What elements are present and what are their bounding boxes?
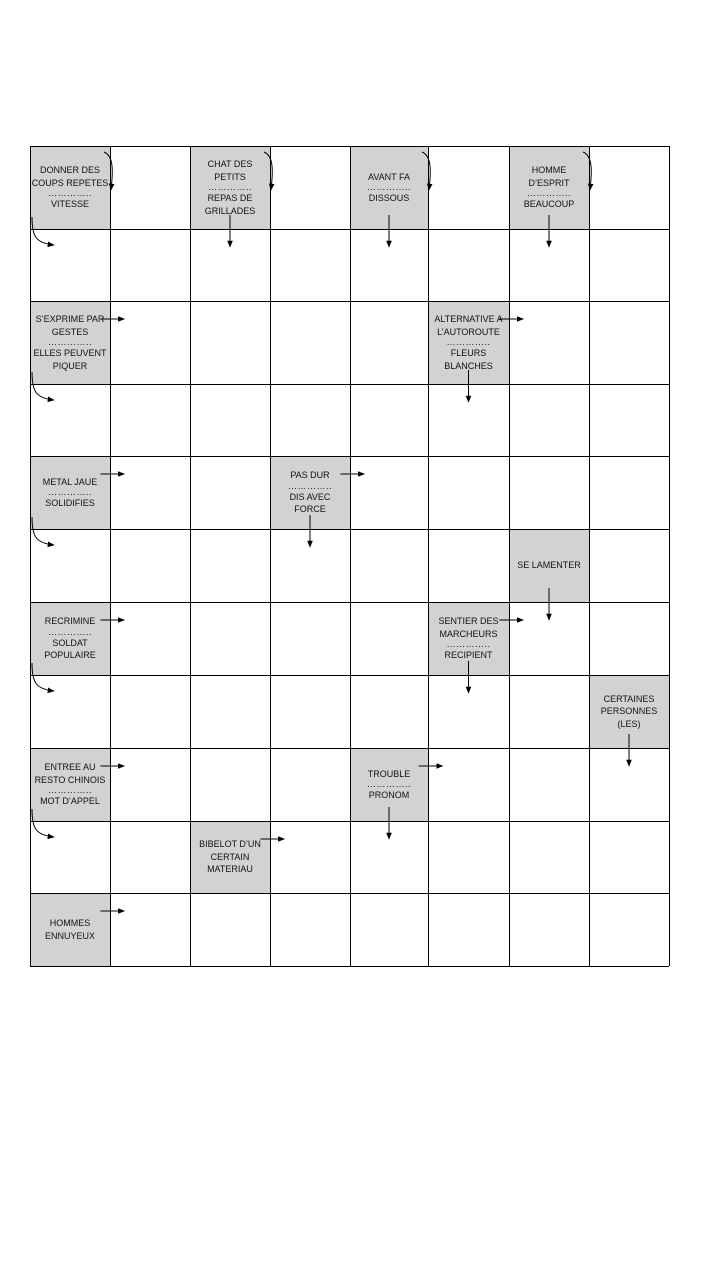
clue-line: REPAS DE	[207, 193, 253, 203]
clue-line: ENTREE AU	[44, 762, 96, 773]
clue-line: PAS DUR	[290, 470, 330, 481]
clue-line: CERTAIN	[210, 851, 250, 862]
arrow-hook-down-icon	[264, 152, 272, 190]
clue-line: RECRIMINE	[44, 616, 96, 627]
clue-separator: …………..	[47, 337, 92, 347]
clue-separator: …………..	[47, 785, 92, 796]
clue-line: AVANT FA	[367, 171, 410, 182]
clue-line: BLANCHES	[444, 360, 493, 371]
clue-line: PIQUER	[52, 360, 88, 371]
clue-line: CERTAINES	[603, 693, 655, 704]
clue-line: COUPS REPETES	[31, 177, 109, 188]
clue-separator: …………..	[47, 487, 92, 497]
clue-line: BEAUCOUP	[523, 199, 575, 210]
clue-line: ENNUYEUX	[44, 930, 95, 941]
clue-line: FORCE	[294, 504, 326, 515]
clue-line: POPULAIRE	[44, 650, 96, 661]
arrow-hook-right-icon	[32, 663, 54, 691]
clue-line: ELLES PEUVENT	[33, 348, 107, 358]
clue-line: HOMMES	[49, 918, 91, 928]
arrow-hook-right-icon	[32, 517, 54, 545]
clue-line: DIS AVEC	[289, 491, 331, 502]
clue-separator: …………..	[287, 480, 332, 491]
clue-separator: …………..	[207, 182, 252, 192]
clue-line: MATERIAU	[207, 864, 253, 875]
clue-separator: …………..	[366, 182, 411, 192]
clue-line: SOLDAT	[52, 637, 88, 648]
clue-line: RECIPIENT	[444, 650, 493, 661]
clue-line: RESTO CHINOIS	[34, 774, 106, 785]
clue-line: GESTES	[51, 326, 89, 337]
arrow-hook-right-icon	[32, 372, 54, 400]
clue-line: MOT D’APPEL	[40, 796, 100, 807]
arrow-hook-down-icon	[104, 152, 112, 190]
clue-line: ALTERNATIVE A	[434, 314, 503, 324]
arrow-hook-down-icon	[583, 152, 591, 190]
clue-line: FLEURS	[450, 348, 487, 358]
clue-line: DISSOUS	[368, 193, 410, 203]
clue-line: L’AUTOROUTE	[437, 326, 500, 337]
clue-line: TROUBLE	[367, 768, 411, 779]
arrow-hook-down-icon	[422, 152, 430, 190]
clue-line: PETITS	[214, 171, 246, 182]
clue-line: GRILLADES	[204, 205, 256, 216]
clue-line: SE LAMENTER	[517, 560, 581, 571]
clue-line: (LES)	[617, 718, 641, 729]
clue-separator: …………..	[366, 779, 411, 789]
clue-line: PRONOM	[368, 790, 410, 800]
clue-separator: …………..	[446, 337, 491, 347]
clue-line: D’ESPRIT	[528, 177, 570, 188]
clue-line: CHAT DES	[207, 159, 253, 169]
clue-line: METAL JAUE	[42, 476, 98, 487]
clue-line: VITESSE	[50, 199, 89, 210]
clue-line: PERSONNES	[600, 706, 658, 717]
clue-separator: …………..	[446, 639, 491, 650]
arrow-hook-right-icon	[32, 809, 54, 837]
arrow-hook-right-icon	[32, 217, 54, 245]
clue-line: BIBELOT D’UN	[199, 839, 261, 850]
clue-separator: …………..	[47, 626, 92, 637]
clue-line: HOMME	[531, 165, 567, 176]
clue-line: SOLIDIFIES	[45, 498, 95, 508]
clue-line: DONNER DES	[39, 165, 100, 176]
clue-separator: …………..	[526, 188, 571, 199]
clue-separator: …………..	[47, 188, 92, 199]
clue-line: S’EXPRIME PAR	[35, 314, 105, 324]
clue-line: SENTIER DES	[438, 616, 499, 627]
clue-line: MARCHEURS	[439, 628, 498, 639]
